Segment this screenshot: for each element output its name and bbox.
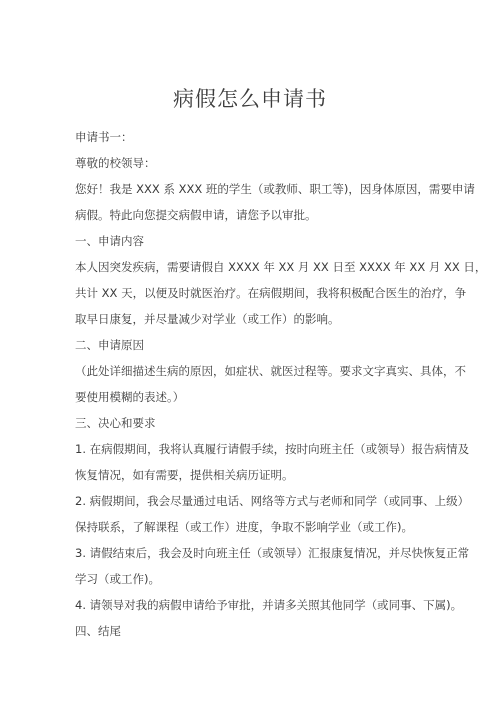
list-item-line: 学习（或工作)。 xyxy=(75,572,160,586)
section-heading: 三、决心和要求 xyxy=(75,416,156,430)
document-title: 病假怎么申请书 xyxy=(173,87,327,111)
paragraph-line: 病假。特此向您提交病假申请，请您予以审批。 xyxy=(75,208,317,222)
section-heading: 一、申请内容 xyxy=(75,234,144,248)
paragraph-line: 您好！我是 XXX 系 XXX 班的学生（或教师、职工等)，因身体原因，需要申请 xyxy=(75,182,475,196)
paragraph-line: （此处详细描述生病的原因，如症状、就医过程等。要求文字真实、具体，不 xyxy=(75,364,466,378)
list-item-line: 2. 病假期间，我会尽量通过电话、网络等方式与老师和同学（或同事、上级） xyxy=(75,494,470,508)
section-heading: 二、申请原因 xyxy=(75,338,144,352)
recipient-line: 尊敬的校领导： xyxy=(75,156,156,170)
salutation-heading: 申请书一： xyxy=(75,130,133,144)
paragraph-line: 取早日康复，并尽量减少对学业（或工作）的影响。 xyxy=(75,312,340,326)
paragraph-line: 要使用模糊的表述。） xyxy=(75,390,185,404)
list-item-line: 3. 请假结束后，我会及时向班主任（或领导）汇报康复情况，并尽快恢复正常 xyxy=(75,546,470,560)
list-item-line: 4. 请领导对我的病假申请给予审批，并请多关照其他同学（或同事、下属)。 xyxy=(75,598,463,612)
section-heading: 四、结尾 xyxy=(75,624,121,638)
document-body xyxy=(75,124,487,644)
list-item-line: 恢复情况，如有需要，提供相关病历证明。 xyxy=(75,468,294,482)
paragraph-line: 本人因突发疾病，需要请假自 XXXX 年 XX 月 XX 日至 XXXX 年 XX 月 XX 日， xyxy=(75,260,487,274)
paragraph-line: 共计 XX 天，以便及时就医治疗。在病假期间，我将积极配合医生的治疗，争 xyxy=(75,286,467,300)
list-item-line: 1. 在病假期间，我将认真履行请假手续，按时向班主任（或领导）报告病情及 xyxy=(75,442,470,456)
list-item-line: 保持联系，了解课程（或工作）进度，争取不影响学业（或工作)。 xyxy=(75,520,413,534)
